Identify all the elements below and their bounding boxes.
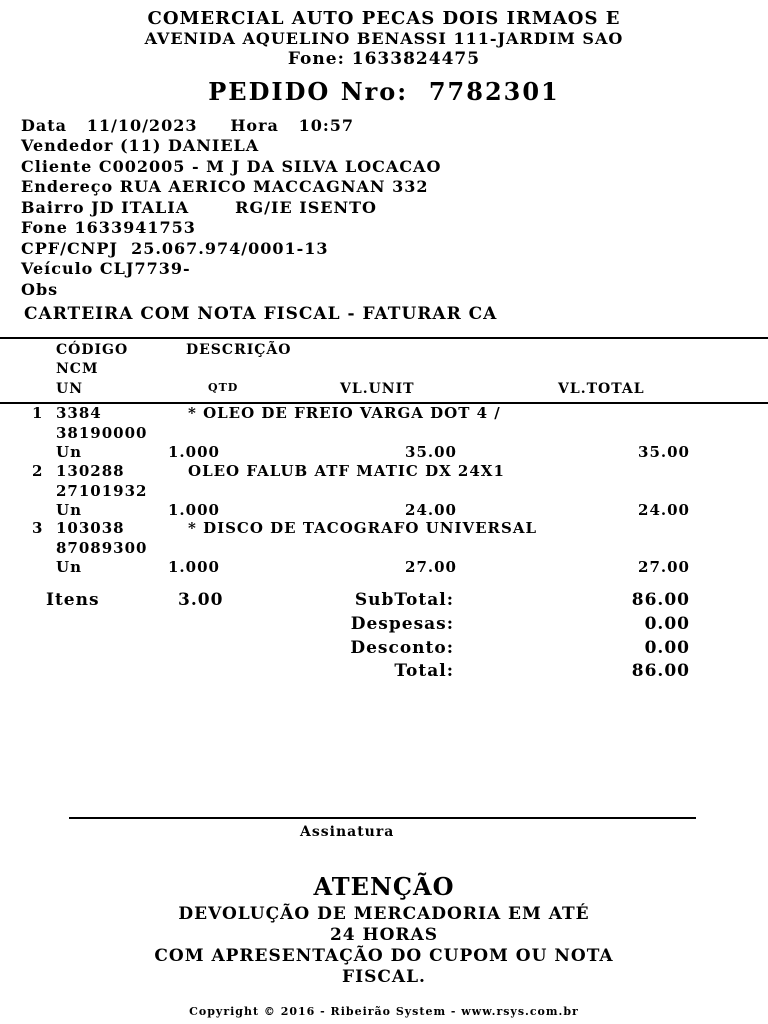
- item-unit-price: 27.00: [405, 558, 457, 576]
- item-qtd: 1.000: [168, 501, 220, 519]
- item-un: Un: [56, 443, 82, 461]
- item-qtd: 1.000: [168, 443, 220, 461]
- order-seller: Vendedor (11) DANIELA: [21, 136, 260, 155]
- item-description: * OLEO DE FREIO VARGA DOT 4 /: [188, 404, 501, 422]
- desconto-label: Desconto:: [350, 638, 454, 658]
- col-un: UN: [56, 381, 84, 397]
- item-ncm: 87089300: [56, 539, 148, 557]
- order-district: Bairro JD ITALIA RG/IE ISENTO: [21, 198, 377, 217]
- order-cpf-cnpj: CPF/CNPJ 25.067.974/0001-13: [21, 239, 329, 258]
- notice-line4: FISCAL.: [342, 967, 426, 987]
- item-un: Un: [56, 501, 82, 519]
- order-client: Cliente C002005 - M J DA SILVA LOCACAO: [21, 157, 442, 176]
- order-date-line: Data 11/10/2023 Hora 10:57: [21, 116, 355, 135]
- item-total: 27.00: [638, 558, 690, 576]
- notice-line3: COM APRESENTAÇÃO DO CUPOM OU NOTA: [154, 946, 614, 966]
- item-number: 3: [32, 519, 44, 537]
- despesas-label: Despesas:: [350, 614, 454, 634]
- item-ncm: 38190000: [56, 424, 148, 442]
- copyright-footer: Copyright © 2016 - Ribeirão System - www.rsys.com.br: [189, 1005, 579, 1018]
- signature-line: [69, 817, 696, 819]
- item-code: 3384: [56, 404, 102, 422]
- order-title: PEDIDO Nro: 7782301: [208, 77, 560, 106]
- item-unit-price: 24.00: [405, 501, 457, 519]
- item-un: Un: [56, 558, 82, 576]
- item-description: OLEO FALUB ATF MATIC DX 24X1: [188, 462, 505, 480]
- col-codigo: CÓDIGO: [56, 342, 129, 358]
- total-value: 86.00: [631, 661, 690, 681]
- subtotal-label: SubTotal:: [354, 590, 454, 610]
- notice-line1: DEVOLUÇÃO DE MERCADORIA EM ATÉ: [178, 904, 590, 924]
- total-label: Total:: [394, 661, 454, 681]
- company-name: COMERCIAL AUTO PECAS DOIS IRMAOS E: [147, 8, 621, 29]
- notice-line2: 24 HORAS: [329, 925, 439, 945]
- subtotal-value: 86.00: [631, 590, 690, 610]
- order-note: CARTEIRA COM NOTA FISCAL - FATURAR CA: [24, 304, 498, 324]
- divider: [0, 337, 768, 339]
- col-descricao: DESCRIÇÃO: [186, 342, 292, 358]
- item-total: 24.00: [638, 501, 690, 519]
- company-address: AVENIDA AQUELINO BENASSI 111-JARDIM SAO: [144, 29, 624, 48]
- item-number: 2: [32, 462, 44, 480]
- item-ncm: 27101932: [56, 482, 148, 500]
- notice-title: ATENÇÃO: [313, 872, 455, 901]
- col-qtd: QTD: [208, 381, 239, 394]
- order-vehicle: Veículo CLJ7739-: [21, 259, 191, 278]
- company-phone: Fone: 1633824475: [287, 49, 481, 69]
- itens-label: Itens: [46, 590, 100, 610]
- col-ncm: NCM: [56, 361, 99, 377]
- col-vl-total: VL.TOTAL: [558, 381, 645, 397]
- desconto-value: 0.00: [644, 638, 690, 658]
- item-qtd: 1.000: [168, 558, 220, 576]
- order-obs: Obs: [21, 280, 59, 299]
- item-code: 103038: [56, 519, 125, 537]
- item-code: 130288: [56, 462, 125, 480]
- itens-value: 3.00: [178, 590, 224, 610]
- order-address: Endereço RUA AERICO MACCAGNAN 332: [21, 177, 429, 196]
- signature-label: Assinatura: [300, 824, 395, 840]
- order-phone: Fone 1633941753: [21, 218, 196, 237]
- item-description: * DISCO DE TACOGRAFO UNIVERSAL: [188, 519, 538, 537]
- col-vl-unit: VL.UNIT: [340, 381, 415, 397]
- item-number: 1: [32, 404, 44, 422]
- despesas-value: 0.00: [644, 614, 690, 634]
- item-unit-price: 35.00: [405, 443, 457, 461]
- item-total: 35.00: [638, 443, 690, 461]
